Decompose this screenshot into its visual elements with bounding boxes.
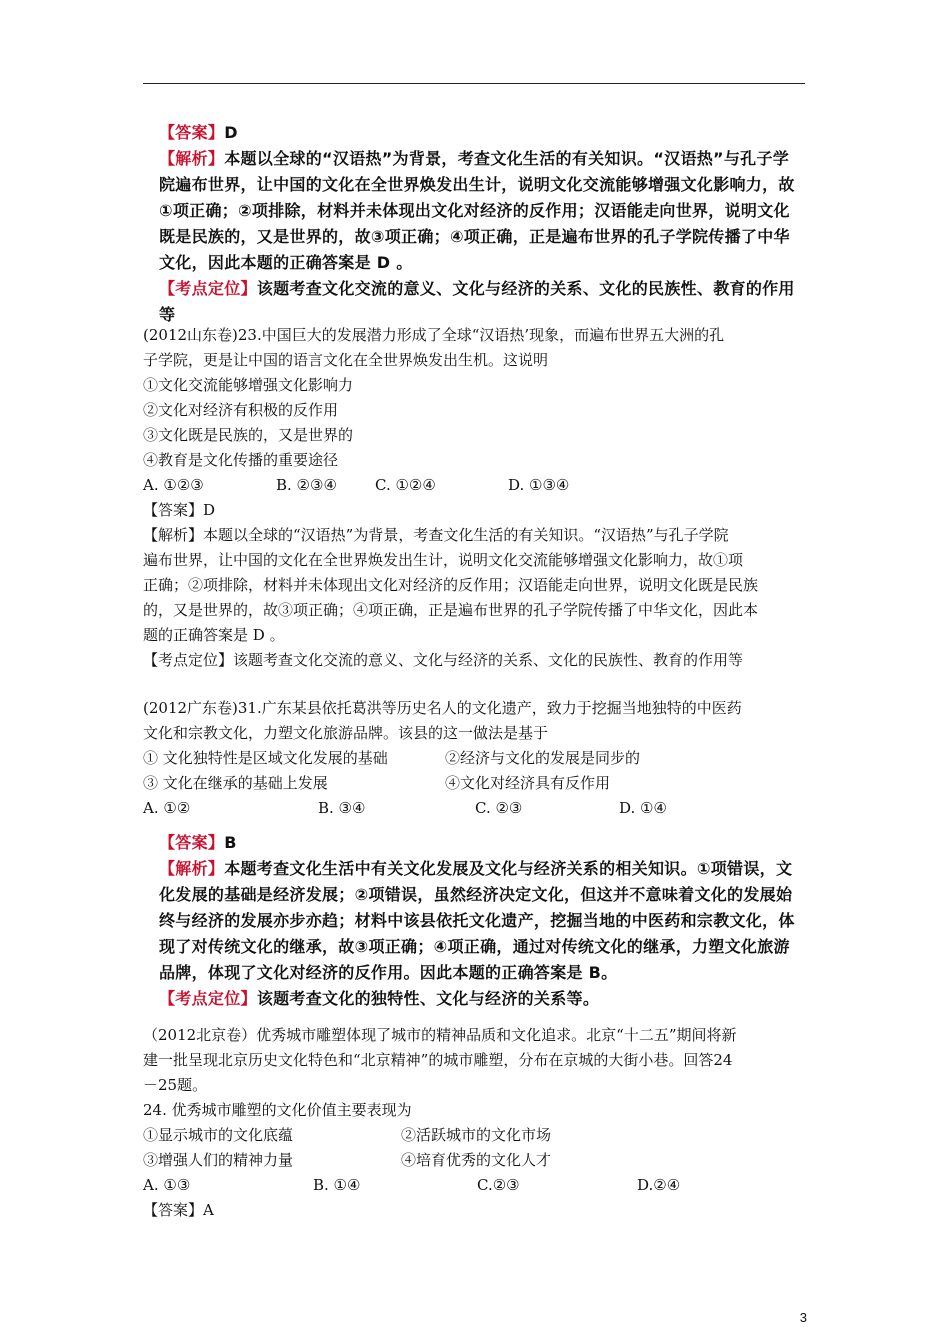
point-tag: 【考点定位】: [159, 279, 257, 298]
point-line-1: 【考点定位】该题考查文化交流的意义、文化与经济的关系、文化的民族性、教育的作用: [159, 279, 795, 298]
item-2: ②经济与文化的发展是同步的: [445, 749, 641, 767]
analysis-line-3: 终与经济的发展亦步亦趋；材料中该县依托文化遗产，挖掘当地的中医药和宗教文化，体: [159, 911, 795, 930]
analysis-tag: 【解析】: [159, 859, 225, 878]
answer-line: [159, 830, 237, 856]
answer-tag: 【答案】: [159, 123, 225, 142]
option-c: C.②③: [477, 1176, 520, 1194]
option-d: D. ①④: [619, 799, 667, 817]
item-1: ①显示城市的文化底蕴: [143, 1126, 294, 1144]
analysis-line-3: ①项正确；②项排除，材料并未体现出文化对经济的反作用；汉语能走向世界，说明文化: [159, 201, 790, 220]
item-4: ④文化对经济具有反作用: [445, 774, 611, 792]
analysis-line-4: 既是民族的，又是世界的，故③项正确；④项正确，正是遍布世界的孔子学院传播了中华: [159, 227, 790, 246]
option-d: D. ①③④: [508, 476, 570, 494]
answer-tag: 【答案】: [159, 833, 225, 852]
intro-line-3: －25题。: [143, 1076, 208, 1094]
item-1: ① 文化独特性是区域文化发展的基础: [143, 749, 388, 767]
analysis-line-4: 现了对传统文化的继承，故③项正确；④项正确，通过对传统文化的继承，力塑文化旅游: [159, 937, 790, 956]
item-2: ②活跃城市的文化市场: [401, 1126, 552, 1144]
items-row-2: [143, 771, 813, 796]
option-a: A. ①②: [143, 799, 191, 817]
option-d: D.②④: [637, 1176, 681, 1194]
analysis-line-2: 遍布世界，让中国的文化在全世界焕发出生计，说明文化交流能够增强文化影响力，故①项: [143, 551, 744, 569]
options-row: [143, 796, 813, 821]
point-tag: 【考点定位】: [159, 989, 257, 1008]
answer-line: [159, 120, 238, 146]
analysis-line-2: 化发展的基础是经济发展；②项错误，虽然经济决定文化，但这并不意味着文化的发展始: [159, 885, 793, 904]
item-3: ③增强人们的精神力量: [143, 1151, 294, 1169]
answer-line: 【答案】A: [143, 1201, 214, 1219]
answer-value: B: [224, 833, 237, 852]
header-rule: [143, 83, 805, 84]
option-b: B. ①④: [313, 1176, 361, 1194]
intro-line-1: （2012北京卷）优秀城市雕塑体现了城市的精神品质和文化追求。北京“十二五”期间将新: [143, 1026, 737, 1044]
option-b: B. ②③④: [276, 476, 337, 494]
options-row: [143, 473, 813, 498]
item-4: ④培育优秀的文化人才: [401, 1151, 552, 1169]
item-3: ③文化既是民族的，又是世界的: [143, 426, 354, 444]
items-row-2: [143, 1148, 813, 1173]
point-line: 【考点定位】该题考查文化交流的意义、文化与经济的关系、文化的民族性、教育的作用等: [143, 651, 744, 669]
analysis-line-4: 的，又是世界的，故③项正确；④项正确，正是遍布世界的孔子学院传播了中华文化，因此本: [143, 601, 759, 619]
items-row-1: [143, 1123, 813, 1148]
stem-line-2: 子学院，更是让中国的语言文化在全世界焕发出生机。这说明: [143, 351, 549, 369]
point-line: 【考点定位】该题考查文化的独特性、文化与经济的关系等。: [159, 989, 600, 1008]
analysis-line-1: 【解析】本题考查文化生活中有关文化发展及文化与经济关系的相关知识。①项错误，文: [159, 859, 793, 878]
analysis-line-1: 【解析】本题以全球的“汉语热”为背景，考查文化生活的有关知识。“汉语热”与孔子学: [159, 149, 790, 168]
analysis-line-3: 正确；②项排除，材料并未体现出文化对经济的反作用；汉语能走向世界，说明文化既是民族: [143, 576, 759, 594]
option-a: A. ①③: [143, 1176, 191, 1194]
items-row-1: [143, 746, 813, 771]
analysis-line-5: 文化，因此本题的正确答案是 D 。: [159, 253, 413, 272]
analysis-line-1: 【解析】本题以全球的“汉语热”为背景，考查文化生活的有关知识。“汉语热”与孔子学院: [143, 526, 729, 544]
stem-line-1: (2012山东卷)23.中国巨大的发展潜力形成了全球“汉语热’现象，而遍布世界五大洲的孔: [143, 326, 725, 344]
option-c: C. ②③: [475, 799, 523, 817]
page-number: 3: [799, 1310, 807, 1325]
answer-line: 【答案】D: [143, 501, 216, 519]
option-a: A. ①②③: [143, 476, 204, 494]
stem-line-2: 文化和宗教文化，力塑文化旅游品牌。该县的这一做法是基于: [143, 724, 549, 742]
item-3: ③ 文化在继承的基础上发展: [143, 774, 328, 792]
intro-line-2: 建一批呈现北京历史文化特色和“北京精神”的城市雕塑，分布在京城的大街小巷。回答24: [143, 1051, 733, 1069]
point-line-2: 等: [159, 305, 176, 324]
item-2: ②文化对经济有积极的反作用: [143, 401, 339, 419]
analysis-line-5: 题的正确答案是 D 。: [143, 626, 285, 644]
item-4: ④教育是文化传播的重要途径: [143, 451, 339, 469]
stem-line: 24. 优秀城市雕塑的文化价值主要表现为: [143, 1101, 412, 1119]
analysis-line-5: 品牌，体现了文化对经济的反作用。因此本题的正确答案是 B。: [159, 963, 618, 982]
options-row: [143, 1173, 813, 1198]
item-1: ①文化交流能够增强文化影响力: [143, 376, 354, 394]
option-b: B. ③④: [318, 799, 366, 817]
answer-value: D: [224, 123, 238, 142]
analysis-tag: 【解析】: [159, 149, 225, 168]
analysis-line-2: 院遍布世界，让中国的文化在全世界焕发出生计，说明文化交流能够增强文化影响力，故: [159, 175, 795, 194]
stem-line-1: (2012广东卷)31.广东某县依托葛洪等历史名人的文化遗产，致力于挖掘当地独特的中医药: [143, 699, 742, 717]
option-c: C. ①②④: [375, 476, 436, 494]
